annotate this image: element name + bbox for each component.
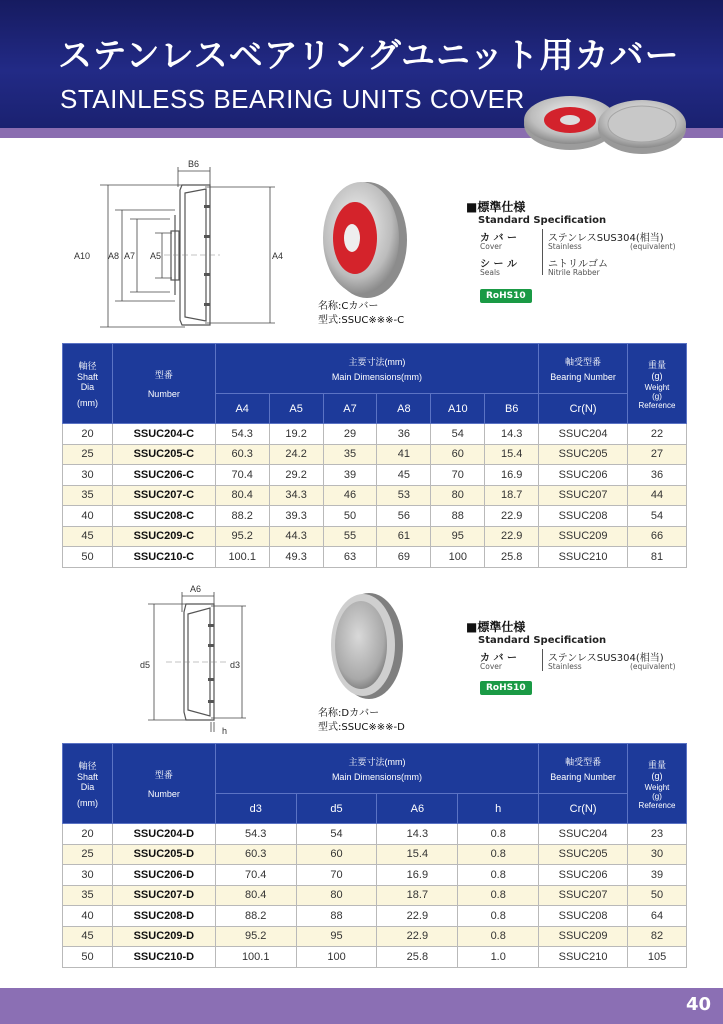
- table-cell: 14.3: [377, 824, 458, 845]
- model-cell: SSUC210-C: [112, 547, 215, 568]
- table-cell: 70: [296, 865, 377, 886]
- th-dims: [215, 344, 538, 394]
- table-cell: 95: [431, 526, 485, 547]
- table-row: [63, 885, 687, 906]
- table-cell: 30: [628, 844, 687, 865]
- th-shaft-unit: (mm): [76, 798, 98, 808]
- table-cell: 69: [377, 547, 431, 568]
- table-cell: 0.8: [458, 844, 539, 865]
- table-cell: 1.0: [458, 947, 539, 968]
- table-cell: SSUC209: [539, 526, 628, 547]
- table-cell: 45: [63, 526, 113, 547]
- th-model-en: Number: [147, 789, 180, 799]
- th-dims-jp: 主要寸法(mm): [348, 757, 406, 767]
- th-dims-en: Main Dimensions(mm): [331, 372, 422, 382]
- table-cell: 0.8: [458, 885, 539, 906]
- table-cell: 54: [431, 424, 485, 445]
- th-bearing: [539, 344, 628, 394]
- th-bearing-jp: 軸受型番: [565, 357, 602, 367]
- table-cell: 0.8: [458, 926, 539, 947]
- table-cell: 80: [296, 885, 377, 906]
- table-cell: 45: [63, 926, 113, 947]
- d-caption-name: 名称:Dカバー: [318, 708, 380, 719]
- model-cell: SSUC209-D: [112, 926, 215, 947]
- table-cell: 70: [431, 465, 485, 486]
- table-row: [63, 865, 687, 886]
- th-weight-jp: 重量: [647, 359, 666, 370]
- c-spec-seal-material-en: Nitrile Rabber: [548, 268, 600, 277]
- page-title-en: STAINLESS BEARING UNITS COVER: [60, 84, 525, 114]
- c-spec-seal-material: ニトリルゴム: [548, 259, 608, 270]
- table-cell: SSUC210: [539, 547, 628, 568]
- th-weight-jp: 重量: [648, 759, 667, 770]
- model-cell: SSUC210-D: [112, 947, 215, 968]
- th-shaft-en2: Dia: [80, 382, 95, 392]
- th-weight-unit2: (g): [652, 791, 662, 801]
- model-cell: SSUC206-C: [112, 465, 215, 486]
- table-row: [63, 485, 687, 506]
- table-cell: SSUC208: [539, 906, 628, 927]
- col-header: A8: [377, 394, 431, 424]
- col-header: Cr(N): [539, 394, 628, 424]
- d-spec: [466, 618, 606, 646]
- table-cell: 66: [628, 526, 687, 547]
- table-cell: 25: [63, 844, 113, 865]
- table-cell: SSUC204: [539, 424, 628, 445]
- c-cover-drawing: [70, 155, 295, 330]
- table-cell: 56: [377, 506, 431, 527]
- table-cell: 20: [63, 824, 113, 845]
- d-rohs-badge: RoHS10: [480, 681, 532, 695]
- table-cell: 22.9: [485, 526, 539, 547]
- label-d3: d3: [230, 660, 241, 670]
- table-cell: SSUC207: [539, 885, 628, 906]
- model-cell: SSUC204-D: [112, 824, 215, 845]
- table-cell: 55: [323, 526, 377, 547]
- table-cell: 49.3: [269, 547, 323, 568]
- c-spec-title: ■標準仕様: [466, 200, 526, 214]
- table-cell: 34.3: [269, 485, 323, 506]
- model-cell: SSUC205-C: [112, 444, 215, 465]
- table-cell: 30: [63, 465, 113, 486]
- table-cell: 54.3: [215, 824, 296, 845]
- th-shaft-en1: Shaft: [76, 772, 98, 782]
- d-spec-cover-equiv: (equivalent): [630, 662, 676, 671]
- table-cell: 24.2: [269, 444, 323, 465]
- label-a7: A7: [124, 251, 136, 261]
- table-row: [63, 506, 687, 527]
- table-row: [63, 906, 687, 927]
- table-cell: 39: [323, 465, 377, 486]
- table-row: [63, 926, 687, 947]
- col-header: A10: [431, 394, 485, 424]
- table-cell: 53: [377, 485, 431, 506]
- c-spec-subtitle: Standard Specification: [478, 215, 607, 226]
- c-spec-cover-material: ステンレスSUS304(相当): [548, 233, 664, 244]
- d-spec-cover-en: Cover: [480, 662, 502, 671]
- th-model: [112, 744, 215, 824]
- th-weight-ref: Reference: [638, 400, 676, 410]
- c-spec-cover-en: Cover: [480, 242, 502, 251]
- table-cell: 80.4: [215, 885, 296, 906]
- th-bearing: [539, 744, 628, 794]
- table-cell: 14.3: [485, 424, 539, 445]
- table-cell: 100: [431, 547, 485, 568]
- table-cell: 27: [628, 444, 687, 465]
- table-cell: 64: [628, 906, 687, 927]
- table-cell: SSUC206: [539, 465, 628, 486]
- col-header: d5: [296, 794, 377, 824]
- table-cell: 39.3: [269, 506, 323, 527]
- th-weight-ref: Reference: [638, 800, 676, 810]
- th-weight-en: Weight: [644, 782, 670, 792]
- c-caption-type: 型式:SSUC※※※-C: [318, 315, 405, 326]
- d-caption-type: 型式:SSUC※※※-D: [318, 722, 405, 733]
- col-header: B6: [485, 394, 539, 424]
- d-cover-photo: [325, 590, 405, 702]
- label-d5: d5: [140, 660, 151, 670]
- table-cell: 54.3: [215, 424, 269, 445]
- th-dims: [215, 744, 538, 794]
- table-cell: 88.2: [215, 906, 296, 927]
- c-spec-cover-equiv: (equivalent): [630, 242, 676, 251]
- th-shaft: [63, 744, 113, 824]
- table-cell: 81: [628, 547, 687, 568]
- th-shaft-unit: (mm): [76, 398, 98, 408]
- d-spec-subtitle: Standard Specification: [478, 635, 607, 646]
- col-header: d3: [215, 794, 296, 824]
- table-cell: 22: [628, 424, 687, 445]
- table-cell: 18.7: [377, 885, 458, 906]
- th-shaft-jp: 軸径: [78, 361, 97, 371]
- table-cell: SSUC209: [539, 926, 628, 947]
- table-cell: 40: [63, 906, 113, 927]
- th-bearing-en: Bearing Number: [550, 772, 616, 782]
- c-cover-photo: [315, 178, 410, 300]
- th-weight-unit2: (g): [652, 391, 662, 401]
- table-cell: SSUC208: [539, 506, 628, 527]
- header-product-photo: [520, 92, 690, 164]
- table-cell: 0.8: [458, 824, 539, 845]
- table-cell: 80: [431, 485, 485, 506]
- th-model-jp: 型番: [154, 370, 173, 380]
- table-row: [63, 844, 687, 865]
- table-cell: 60.3: [215, 844, 296, 865]
- th-shaft-en2: Dia: [80, 782, 95, 792]
- table-row: [63, 947, 687, 968]
- table-row: [63, 824, 687, 845]
- table-cell: 46: [323, 485, 377, 506]
- table-cell: 39: [628, 865, 687, 886]
- th-weight-unit: (g): [651, 770, 663, 781]
- col-header: A5: [269, 394, 323, 424]
- table-cell: 36: [377, 424, 431, 445]
- th-weight-unit: (g): [651, 370, 663, 381]
- label-b6: B6: [188, 159, 200, 169]
- page-number: 40: [685, 994, 711, 1015]
- table-cell: 82: [628, 926, 687, 947]
- table-cell: 63: [323, 547, 377, 568]
- table-cell: 95: [296, 926, 377, 947]
- table-cell: 25.8: [485, 547, 539, 568]
- th-dims-en: Main Dimensions(mm): [331, 772, 422, 782]
- model-cell: SSUC209-C: [112, 526, 215, 547]
- col-header: h: [458, 794, 539, 824]
- label-a10: A10: [74, 251, 91, 261]
- d-spec-cover-jp: カ バ ー: [480, 653, 517, 664]
- table-cell: 50: [63, 947, 113, 968]
- c-spec-cover-jp: カ バ ー: [480, 233, 517, 244]
- table-cell: 29: [323, 424, 377, 445]
- table-cell: SSUC210: [539, 947, 628, 968]
- c-spec-cover-material-en: Stainless: [548, 242, 582, 251]
- table-cell: 100.1: [215, 947, 296, 968]
- table-cell: 23: [628, 824, 687, 845]
- table-cell: 54: [296, 824, 377, 845]
- table-cell: 0.8: [458, 906, 539, 927]
- model-cell: SSUC207-D: [112, 885, 215, 906]
- c-spec: [466, 198, 606, 226]
- th-model-en: Number: [147, 389, 180, 399]
- c-caption-name: 名称:Cカバー: [318, 301, 379, 312]
- table-cell: 88: [431, 506, 485, 527]
- d-cover-drawing: [136, 582, 256, 740]
- table-cell: SSUC205: [539, 844, 628, 865]
- model-cell: SSUC207-C: [112, 485, 215, 506]
- d-spec-cover-material-en: Stainless: [548, 662, 582, 671]
- table-cell: 50: [628, 885, 687, 906]
- table-cell: 105: [628, 947, 687, 968]
- table-cell: 88.2: [215, 506, 269, 527]
- label-a8: A8: [108, 251, 120, 261]
- table-cell: 70.4: [215, 865, 296, 886]
- table-cell: 41: [377, 444, 431, 465]
- page-title-jp: ステンレスベアリングユニット用カバー: [58, 36, 680, 76]
- table-cell: SSUC205: [539, 444, 628, 465]
- table-cell: 100.1: [215, 547, 269, 568]
- model-cell: SSUC208-D: [112, 906, 215, 927]
- table-row: [63, 526, 687, 547]
- c-caption: [318, 300, 404, 328]
- table-cell: SSUC204: [539, 824, 628, 845]
- table-cell: 95.2: [215, 526, 269, 547]
- c-rohs-badge: RoHS10: [480, 289, 532, 303]
- table-cell: 22.9: [377, 926, 458, 947]
- th-shaft-jp: 軸径: [78, 761, 97, 771]
- table-cell: SSUC206: [539, 865, 628, 886]
- model-cell: SSUC204-C: [112, 424, 215, 445]
- table-cell: 29.2: [269, 465, 323, 486]
- table-cell: 25: [63, 444, 113, 465]
- label-h: h: [222, 726, 228, 736]
- table-cell: 44: [628, 485, 687, 506]
- table-cell: 30: [63, 865, 113, 886]
- col-header: A4: [215, 394, 269, 424]
- table-cell: 60: [431, 444, 485, 465]
- table-cell: 16.9: [485, 465, 539, 486]
- table-cell: 19.2: [269, 424, 323, 445]
- th-weight: [628, 744, 687, 824]
- d-spec-table: [62, 743, 687, 968]
- table-row: [63, 547, 687, 568]
- d-spec-title: ■標準仕様: [466, 620, 526, 634]
- table-cell: 60: [296, 844, 377, 865]
- table-cell: 54: [628, 506, 687, 527]
- table-cell: 61: [377, 526, 431, 547]
- label-a6: A6: [190, 584, 202, 594]
- th-shaft: [63, 344, 113, 424]
- th-dims-jp: 主要寸法(mm): [348, 357, 406, 367]
- th-bearing-en: Bearing Number: [550, 372, 616, 382]
- table-cell: 35: [63, 885, 113, 906]
- table-cell: 36: [628, 465, 687, 486]
- table-cell: 95.2: [215, 926, 296, 947]
- table-cell: 40: [63, 506, 113, 527]
- th-model: [112, 344, 215, 424]
- th-shaft-en1: Shaft: [76, 372, 98, 382]
- table-cell: 44.3: [269, 526, 323, 547]
- table-cell: 50: [323, 506, 377, 527]
- col-header: Cr(N): [539, 794, 628, 824]
- table-cell: 22.9: [485, 506, 539, 527]
- th-weight-en: Weight: [644, 382, 670, 392]
- table-cell: SSUC207: [539, 485, 628, 506]
- table-cell: 0.8: [458, 865, 539, 886]
- col-header: A7: [323, 394, 377, 424]
- col-header: A6: [377, 794, 458, 824]
- model-cell: SSUC205-D: [112, 844, 215, 865]
- th-weight: [628, 344, 687, 424]
- table-cell: 60.3: [215, 444, 269, 465]
- th-bearing-jp: 軸受型番: [565, 757, 602, 767]
- table-row: [63, 424, 687, 445]
- table-cell: 16.9: [377, 865, 458, 886]
- table-cell: 25.8: [377, 947, 458, 968]
- d-spec-cover-material: ステンレスSUS304(相当): [548, 653, 664, 664]
- table-cell: 22.9: [377, 906, 458, 927]
- table-cell: 20: [63, 424, 113, 445]
- c-spec-seal-en: Seals: [480, 268, 500, 277]
- table-cell: 45: [377, 465, 431, 486]
- table-cell: 88: [296, 906, 377, 927]
- th-model-jp: 型番: [154, 770, 173, 780]
- table-cell: 100: [296, 947, 377, 968]
- table-row: [63, 444, 687, 465]
- label-a5: A5: [150, 251, 162, 261]
- model-cell: SSUC208-C: [112, 506, 215, 527]
- table-cell: 50: [63, 547, 113, 568]
- c-spec-table: [62, 343, 687, 568]
- table-cell: 15.4: [485, 444, 539, 465]
- c-spec-seal-jp: シ ー ル: [480, 259, 517, 270]
- model-cell: SSUC206-D: [112, 865, 215, 886]
- page-footer: [0, 988, 723, 1024]
- table-row: [63, 465, 687, 486]
- table-cell: 18.7: [485, 485, 539, 506]
- table-cell: 80.4: [215, 485, 269, 506]
- table-cell: 70.4: [215, 465, 269, 486]
- table-cell: 35: [323, 444, 377, 465]
- label-a4: A4: [272, 251, 284, 261]
- table-cell: 35: [63, 485, 113, 506]
- d-caption: [318, 707, 405, 735]
- table-cell: 15.4: [377, 844, 458, 865]
